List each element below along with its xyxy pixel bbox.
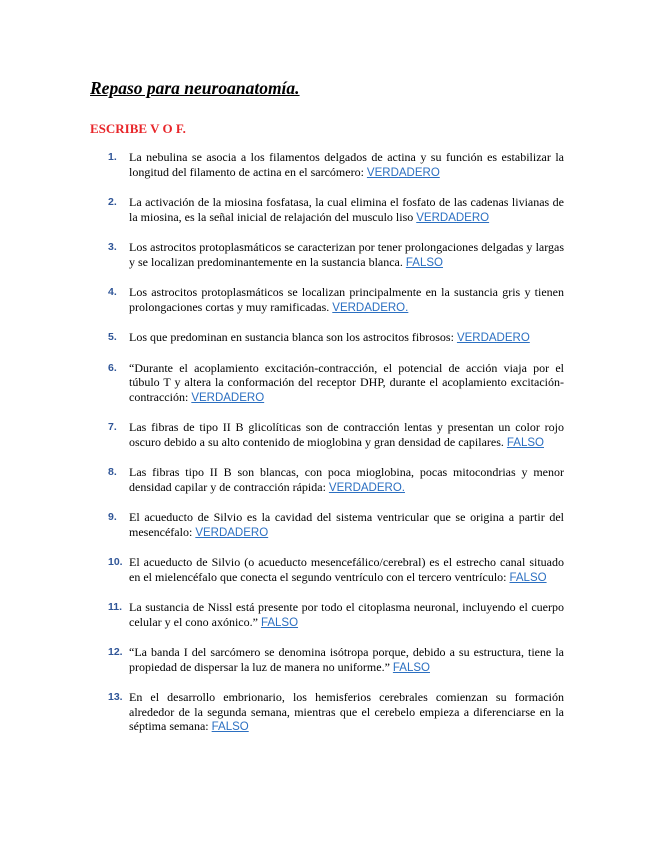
question-item [90,600,564,630]
question-text: La activación de la miosina fosfatasa, la cual elimina el fosfato de las cadenas livianas de la miosina, es la señal inicial de relajación del musculo liso [129,195,564,224]
question-item [90,285,564,315]
question-item [90,240,564,270]
question-item [90,195,564,225]
question-item [90,555,564,585]
answer-link[interactable]: FALSO [506,436,544,449]
question-text: El acueducto de Silvio (o acueducto mesencefálico/cerebral) es el estrecho canal situado en el mielencéfalo que conecta el segundo ventrículo con el tercero ventrículo: [129,555,564,584]
answer-link[interactable]: FALSO [405,256,443,269]
question-text: El acueducto de Silvio es la cavidad del sistema ventricular que se origina a partir del mesencéfalo: [129,510,564,539]
question-item [90,420,564,450]
answer-link[interactable]: VERDADERO. [328,481,405,494]
answer-link[interactable]: VERDADERO [366,166,440,179]
question-number: 3. [108,241,117,253]
question-number: 9. [108,511,117,523]
question-item [90,510,564,540]
answer-link[interactable]: VERDADERO [456,332,530,344]
question-item [90,465,564,495]
question-text: La sustancia de Nissl está presente por todo el citoplasma neuronal, incluyendo el cuerpo celular y el cono axónico.” [129,600,564,629]
question-item [90,150,564,180]
answer-link[interactable]: VERDADERO [191,391,265,404]
question-item [90,330,564,346]
answer-link[interactable]: FALSO [392,661,430,674]
answer-link[interactable]: FALSO [509,571,547,584]
answer-link[interactable]: VERDADERO [416,211,490,224]
question-number: 11. [108,601,123,613]
question-text: “Durante el acoplamiento excitación-contracción, el potencial de acción viaja por el túbulo T y altera la conformación del receptor DHP, durante el acoplamiento excitación-contracción: [129,360,564,404]
question-text: Los que predominan en sustancia blanca son los astrocitos fibrosos: [129,330,457,344]
question-item [90,690,564,735]
question-list [90,150,564,750]
answer-link[interactable]: VERDADERO. [332,301,409,314]
answer-link[interactable]: FALSO [211,721,249,733]
question-number: 12. [108,646,123,658]
question-text: Los astrocitos protoplasmáticos se caracterizan por tener prolongaciones delgadas y largas y se localizan predominantemente en la sustancia blanca. [129,240,564,269]
question-number: 2. [108,196,117,208]
question-number: 6. [108,361,117,374]
question-text: “La banda I del sarcómero se denomina isótropa porque, debido a su estructura, tiene la propiedad de dispersar la luz de manera no uniforme.” [129,645,564,674]
question-item [90,645,564,675]
question-number: 5. [108,331,117,343]
document-title: Repaso para neuroanatomía. [90,78,300,98]
answer-link[interactable]: VERDADERO [195,526,269,539]
question-number: 7. [108,421,117,433]
question-text: En el desarrollo embrionario, los hemisferios cerebrales comienzan su formación alrededor de la segunda semana, mientras que el cerebelo empieza a diferenciarse en la séptima semana: [129,690,564,733]
question-item [90,361,564,406]
instructions-heading: ESCRIBE V O F. [90,121,186,136]
question-number: 10. [108,556,123,568]
question-text: Los astrocitos protoplasmáticos se localizan principalmente en la sustancia gris y tienen prolongaciones cortas y muy ramificadas. [129,285,564,314]
question-text: La nebulina se asocia a los filamentos delgados de actina y su función es estabilizar la longitud del filamento de actina en el sarcómero: [129,150,564,179]
question-text: Las fibras de tipo II B glicolíticas son de contracción lentas y presentan un color rojo oscuro debido a su alto contenido de mioglobina y gran densidad de capilares. [129,420,564,449]
answer-link[interactable]: FALSO [260,616,299,629]
question-text: Las fibras tipo II B son blancas, con poca mioglobina, pocas mitocondrias y menor densidad capilar y de contracción rápida: [129,465,564,494]
question-number: 8. [108,466,117,478]
question-number: 4. [108,286,117,298]
question-number: 1. [108,151,117,163]
question-number: 13. [108,691,123,703]
